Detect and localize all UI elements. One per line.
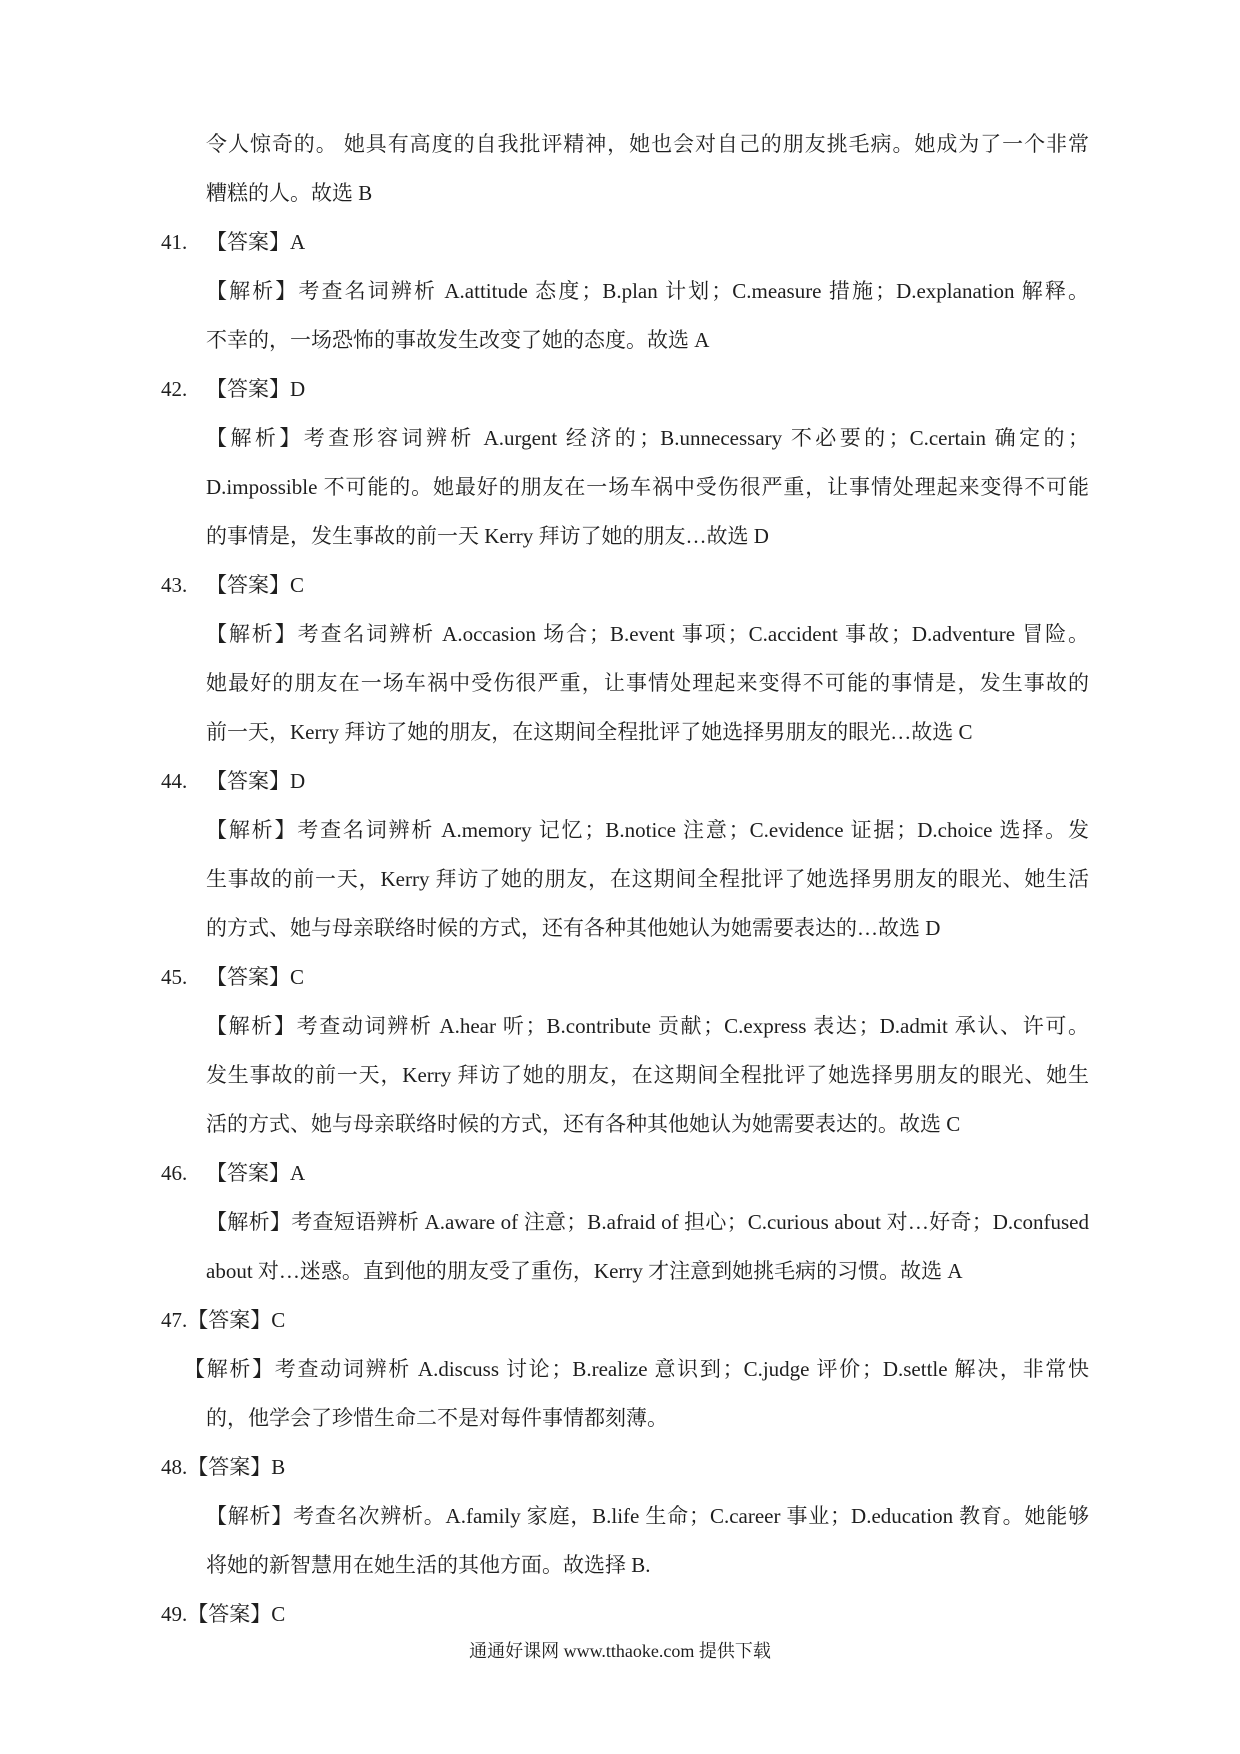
explanation-text: 不幸的，一场恐怖的事故发生改变了她的态度。故选 A: [206, 328, 710, 352]
answer-label: 【答案】D: [206, 769, 306, 793]
explanation-text: 活的方式、她与母亲联络时候的方式，还有各种其他她认为她需要表达的。故选 C: [206, 1112, 961, 1136]
explanation-line: [0, 1002, 1240, 1051]
explanation-line: [0, 316, 1240, 365]
explanation-line: [0, 806, 1240, 855]
answer-row: [161, 1443, 285, 1492]
explanation-text: about 对…迷惑。直到他的朋友受了重伤，Kerry 才注意到她挑毛病的习惯。故选 A: [206, 1259, 963, 1283]
document-page: [0, 120, 1240, 1639]
answer-header-47: [0, 1296, 1240, 1345]
explanation-text: 糟糕的人。故选 B: [206, 181, 373, 205]
explanation-text: 前一天，Kerry 拜访了她的朋友，在这期间全程批评了她选择男朋友的眼光…故选 C: [206, 720, 973, 744]
answer-label: 【答案】A: [206, 1161, 306, 1185]
question-number: 44.: [161, 769, 188, 793]
explanation-line: [0, 1394, 1240, 1443]
explanation-text: 的方式、她与母亲联络时候的方式，还有各种其他她认为她需要表达的…故选 D: [206, 916, 941, 940]
page-footer: 通通好课网 www.tthaoke.com 提供下载: [469, 1641, 771, 1661]
question-number: 48.: [161, 1455, 188, 1479]
answer-header-41: [0, 218, 1240, 267]
explanation-line: [0, 1492, 1240, 1541]
explanation-line: [0, 610, 1240, 659]
answer-header-49: [0, 1590, 1240, 1639]
answer-header-42: [0, 365, 1240, 414]
explanation-text: 她最好的朋友在一场车祸中受伤很严重，让事情处理起来变得不可能的事情是，发生事故的: [206, 671, 1089, 695]
explanation-line: [0, 267, 1240, 316]
answer-label: 【答案】C: [206, 573, 305, 597]
explanation-line: [0, 1100, 1240, 1149]
answer-label: 【答案】C: [206, 965, 305, 989]
explanation-text: 【解析】考查名词辨析 A.memory 记忆；B.notice 注意；C.evidence 证据；D.choice 选择。发: [206, 818, 1089, 842]
answer-row: [161, 1296, 285, 1345]
explanation-text: 【解析】考查名次辨析。A.family 家庭，B.life 生命；C.career 事业；D.education 教育。她能够: [206, 1504, 1089, 1528]
explanation-line: [0, 463, 1240, 512]
explanation-text: 生事故的前一天，Kerry 拜访了她的朋友，在这期间全程批评了她选择男朋友的眼光、她生活: [206, 867, 1089, 891]
explanation-line: [0, 1247, 1240, 1296]
explanation-line: [0, 1345, 1240, 1394]
explanation-line: [0, 659, 1240, 708]
explanation-text: 【解析】考查动词辨析 A.discuss 讨论；B.realize 意识到；C.judge 评价；D.settle 解决，非常快: [184, 1357, 1089, 1381]
answer-label: 【答案】C: [187, 1602, 286, 1626]
explanation-line: [0, 1051, 1240, 1100]
question-number: 49.: [161, 1602, 188, 1626]
explanation-text: 的事情是，发生事故的前一天 Kerry 拜访了她的朋友…故选 D: [206, 524, 769, 548]
answer-header-48: [0, 1443, 1240, 1492]
answer-label: 【答案】B: [187, 1455, 286, 1479]
explanation-line: [0, 1541, 1240, 1590]
explanation-line: [0, 708, 1240, 757]
answer-row: [161, 1590, 285, 1639]
explanation-text: 【解析】考查动词辨析 A.hear 听；B.contribute 贡献；C.express 表达；D.admit 承认、许可。: [206, 1014, 1089, 1038]
explanation-line: [0, 855, 1240, 904]
explanation-text: 【解析】考查名词辨析 A.occasion 场合；B.event 事项；C.accident 事故；D.adventure 冒险。: [206, 622, 1089, 646]
explanation-line: [0, 512, 1240, 561]
explanation-text: 【解析】考查形容词辨析 A.urgent 经济的；B.unnecessary 不必要的；C.certain 确定的；: [206, 426, 1089, 450]
answer-label: 【答案】D: [206, 377, 306, 401]
answer-header-45: [0, 953, 1240, 1002]
explanation-text: 令人惊奇的。 她具有高度的自我批评精神，她也会对自己的朋友挑毛病。她成为了一个非常: [206, 132, 1089, 156]
question-number: 47.: [161, 1308, 188, 1332]
continuation-line: [0, 169, 1240, 218]
explanation-line: [0, 414, 1240, 463]
explanation-text: 发生事故的前一天，Kerry 拜访了她的朋友，在这期间全程批评了她选择男朋友的眼光、她生: [206, 1063, 1089, 1087]
question-number: 42.: [161, 377, 188, 401]
question-number: 41.: [161, 230, 188, 254]
explanation-line: [0, 904, 1240, 953]
explanation-text: 【解析】考查名词辨析 A.attitude 态度；B.plan 计划；C.measure 措施；D.explanation 解释。: [206, 279, 1089, 303]
explanation-text: 的，他学会了珍惜生命二不是对每件事情都刻薄。: [206, 1406, 668, 1430]
answer-header-46: [0, 1149, 1240, 1198]
answer-label: 【答案】C: [187, 1308, 286, 1332]
answer-header-44: [0, 757, 1240, 806]
answer-label: 【答案】A: [206, 230, 306, 254]
question-number: 43.: [161, 573, 188, 597]
answer-header-43: [0, 561, 1240, 610]
explanation-text: D.impossible 不可能的。她最好的朋友在一场车祸中受伤很严重，让事情处理起来变得不可能: [206, 475, 1089, 499]
explanation-text: 将她的新智慧用在她生活的其他方面。故选择 B.: [206, 1553, 651, 1577]
question-number: 46.: [161, 1161, 188, 1185]
question-number: 45.: [161, 965, 188, 989]
explanation-line: [0, 1198, 1240, 1247]
explanation-text: 【解析】考查短语辨析 A.aware of 注意；B.afraid of 担心；C.curious about 对…好奇；D.confused: [206, 1210, 1089, 1234]
continuation-line: [0, 120, 1240, 169]
